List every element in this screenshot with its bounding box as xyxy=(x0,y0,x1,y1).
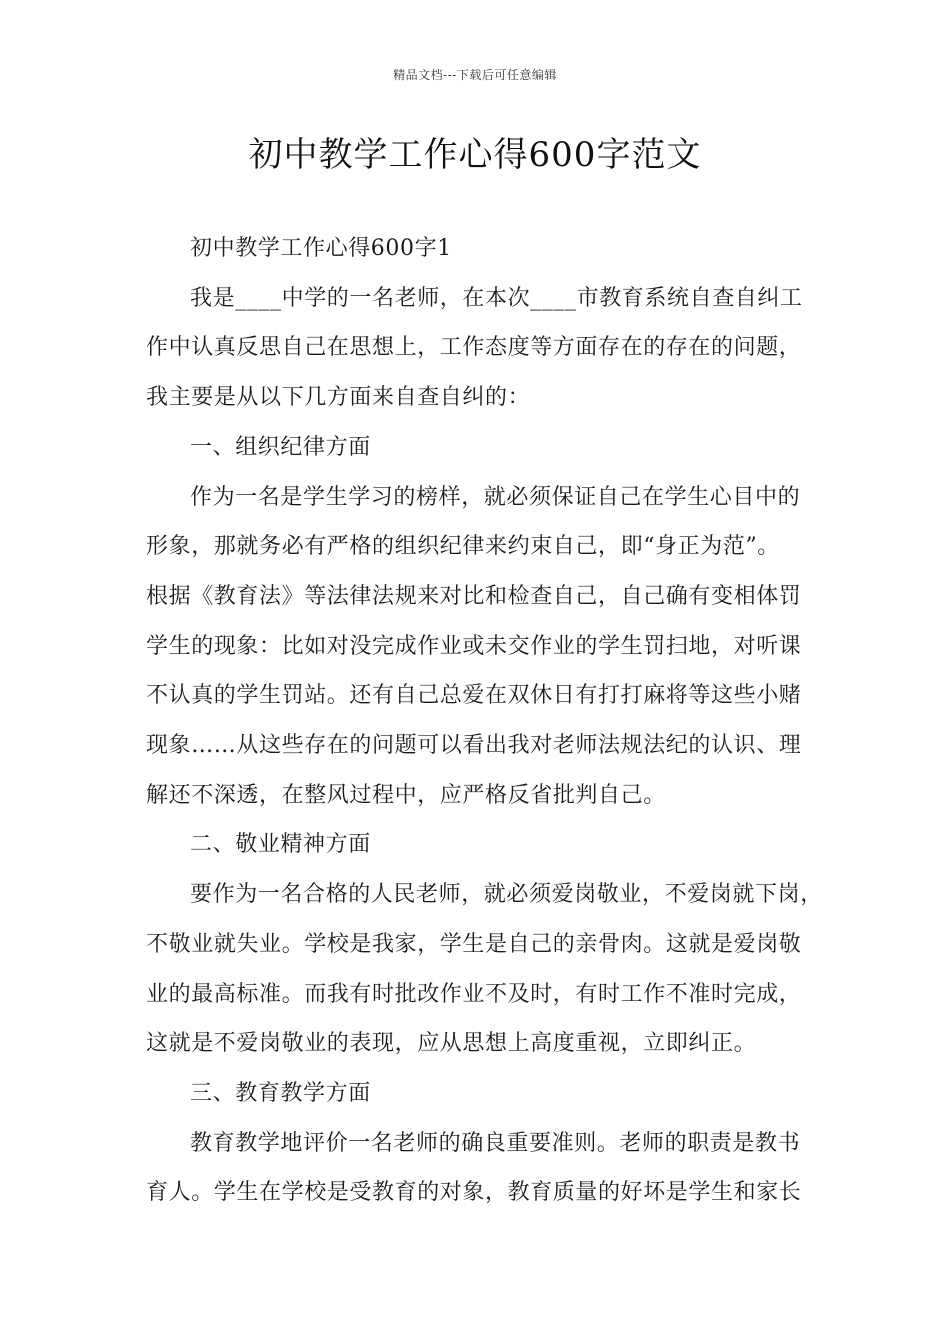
text-line: 学生的现象：比如对没完成作业或未交作业的学生罚扫地，对听课 xyxy=(146,633,802,659)
section-heading: 三、教育教学方面 xyxy=(190,1080,371,1106)
text-line: 现象……从这些存在的问题可以看出我对老师法规法纪的认识、理 xyxy=(146,733,802,759)
text-line: 根据《教育法》等法律法规来对比和检查自己，自己确有变相体罚 xyxy=(146,583,802,609)
section-heading: 二、敬业精神方面 xyxy=(190,832,371,858)
text-line: 解还不深透，在整风过程中，应严格反省批判自己。 xyxy=(146,782,666,808)
text-line: 不认真的学生罚站。还有自己总爱在双休日有打打麻将等这些小赌 xyxy=(146,683,802,709)
text-line: 我是____中学的一名老师，在本次____市教育系统自查自纠工 xyxy=(190,285,803,311)
text-line: 这就是不爱岗敬业的表现，应从思想上高度重视，立即纠正。 xyxy=(146,1031,757,1057)
text-line: 形象，那就务必有严格的组织纪律来约束自己，即“身正为范”。 xyxy=(146,534,780,560)
text-line: 教育教学地评价一名老师的确良重要准则。老师的职责是教书 xyxy=(190,1130,801,1156)
text-line: 要作为一名合格的人民老师，就必须爱岗敬业，不爱岗就下岗， xyxy=(190,882,823,908)
text-line: 初中教学工作心得600字1 xyxy=(190,236,452,261)
section-heading: 一、组织纪律方面 xyxy=(190,434,371,460)
text-line: 我主要是从以下几方面来自查自纠的： xyxy=(146,385,531,411)
document-title: 初中教学工作心得600字范文 xyxy=(248,135,702,175)
text-line: 不敬业就失业。学校是我家，学生是自己的亲骨肉。这就是爱岗敬 xyxy=(146,931,802,957)
text-line: 作中认真反思自己在思想上，工作态度等方面存在的存在的问题， xyxy=(146,335,802,361)
text-line: 作为一名是学生学习的榜样，就必须保证自己在学生心目中的 xyxy=(190,484,801,510)
document-body xyxy=(146,224,823,1218)
header-note: 精品文档---下载后可任意编辑 xyxy=(393,68,557,82)
text-line: 业的最高标准。而我有时批改作业不及时，有时工作不准时完成， xyxy=(146,981,802,1007)
text-line: 育人。学生在学校是受教育的对象，教育质量的好坏是学生和家长 xyxy=(146,1180,802,1206)
